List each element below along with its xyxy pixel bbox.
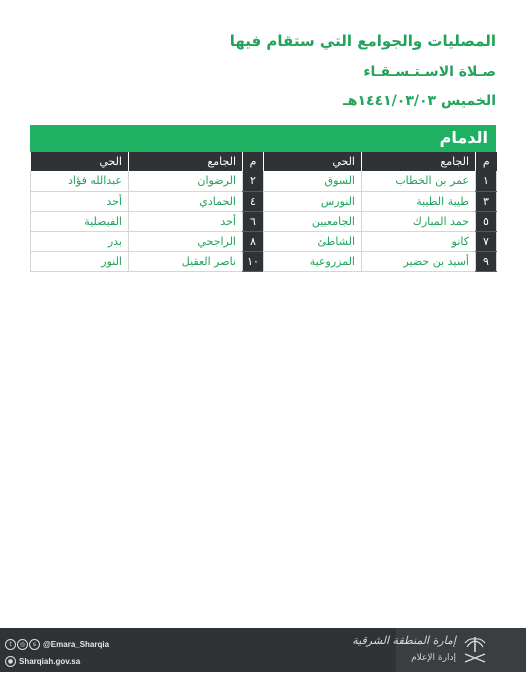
table-header-row <box>31 152 497 171</box>
row-number: ٧ <box>476 231 497 251</box>
table-row <box>31 231 497 251</box>
mosques-table <box>30 152 497 272</box>
col-header-mosque: الجامع <box>362 152 476 171</box>
row-number: ٥ <box>476 211 497 231</box>
row-number: ١ <box>476 171 497 191</box>
instagram-icon[interactable]: ◎ <box>17 639 28 650</box>
social-links <box>5 638 109 672</box>
col-header-mosque: الجامع <box>129 152 243 171</box>
social-row <box>5 638 109 651</box>
table-row <box>31 171 497 191</box>
district-name: بدر <box>31 231 129 251</box>
department-name: إدارة الإعلام <box>411 653 456 663</box>
mosque-name: كانو <box>362 231 476 251</box>
web-icon[interactable]: ● <box>5 656 16 667</box>
col-header-number: م <box>476 152 497 171</box>
palm-swords-emblem-icon <box>460 634 490 666</box>
mosque-name: طيبة الطيبة <box>362 191 476 211</box>
footer <box>0 628 526 672</box>
mosque-name: عمر بن الخطاب <box>362 171 476 191</box>
website-link[interactable]: Sharqiah.gov.sa <box>19 657 81 666</box>
row-number: ٢ <box>243 171 264 191</box>
row-number: ٣ <box>476 191 497 211</box>
district-name: السوق <box>264 171 362 191</box>
table-row <box>31 211 497 231</box>
prayer-name: صـلاة الاسـتـسـقـاء <box>363 64 496 80</box>
emirate-name: إمارة المنطقة الشرقية <box>352 634 456 647</box>
mosque-name: أحد <box>129 211 243 231</box>
city-heading: الدمام <box>30 125 496 152</box>
mosque-name: الرضوان <box>129 171 243 191</box>
row-number: ٦ <box>243 211 264 231</box>
website-row <box>5 655 109 668</box>
mosque-name: الحمادي <box>129 191 243 211</box>
district-name: أحد <box>31 191 129 211</box>
col-header-district: الحي <box>31 152 129 171</box>
mosque-name: الراجحي <box>129 231 243 251</box>
mosque-name: حمد المبارك <box>362 211 476 231</box>
district-name: النور <box>31 251 129 271</box>
date-label: الخميس ١٤٤١/٠٣/٠٣هـ <box>342 93 496 109</box>
logo <box>352 632 490 670</box>
snapchat-icon[interactable]: s <box>29 639 40 650</box>
row-number: ١٠ <box>243 251 264 271</box>
district-name: الشاطئ <box>264 231 362 251</box>
table-row <box>31 251 497 271</box>
page-title: المصليات والجوامع التي ستقام فيها <box>229 32 496 50</box>
district-name: الجامعيين <box>264 211 362 231</box>
twitter-icon[interactable]: t <box>5 639 16 650</box>
row-number: ٤ <box>243 191 264 211</box>
mosque-name: أسيد بن حضير <box>362 251 476 271</box>
col-header-number: م <box>243 152 264 171</box>
district-name: الفيصلية <box>31 211 129 231</box>
table-row <box>31 191 497 211</box>
header <box>230 34 496 109</box>
col-header-district: الحي <box>264 152 362 171</box>
social-handle[interactable]: @Emara_Sharqia <box>43 640 110 649</box>
district-name: النورس <box>264 191 362 211</box>
district-name: المزروعية <box>264 251 362 271</box>
mosque-name: ناصر العقيل <box>129 251 243 271</box>
district-name: عبدالله فؤاد <box>31 171 129 191</box>
row-number: ٨ <box>243 231 264 251</box>
row-number: ٩ <box>476 251 497 271</box>
